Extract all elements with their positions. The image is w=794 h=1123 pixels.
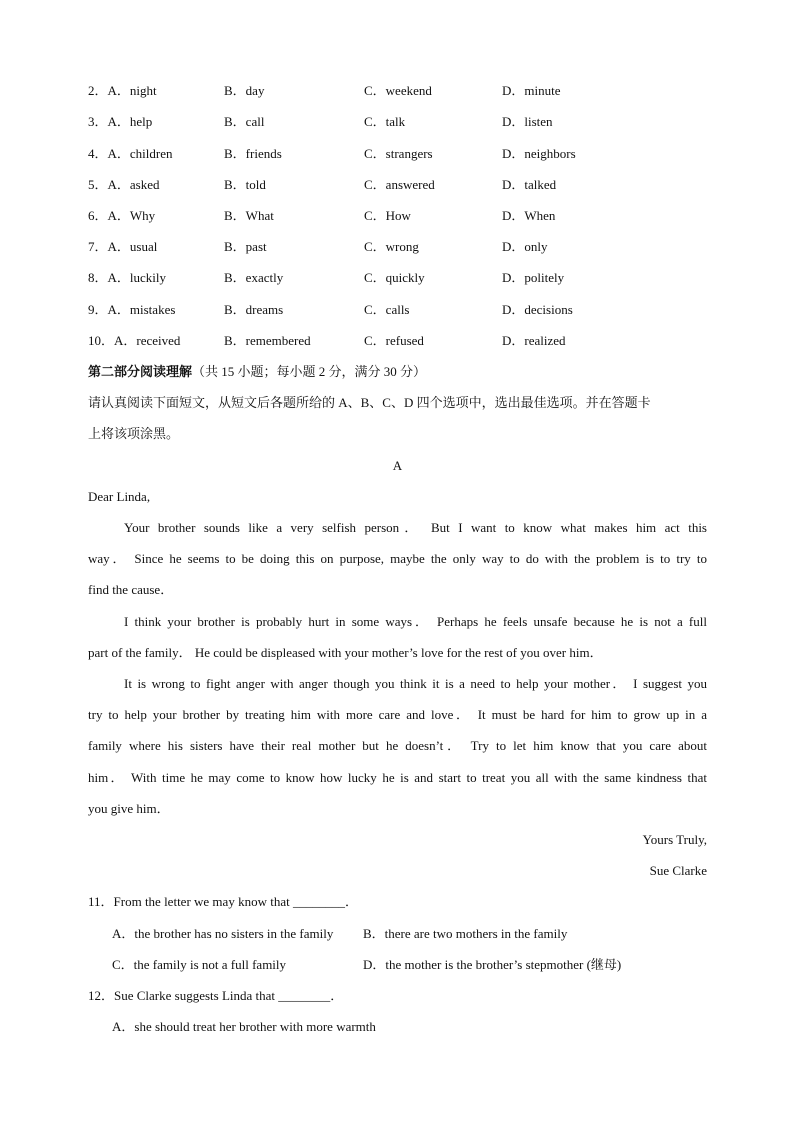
option-a-text: A．night [107,83,157,98]
option-a [88,331,180,351]
option-d: D．talked [502,177,557,192]
passage-label: A [392,458,403,473]
letter-salutation: Dear Linda, [88,489,151,504]
option-a [88,268,166,288]
option-d: D．listen [502,114,553,129]
option-c: C．refused [364,333,424,348]
section-instruction-line: 上将该项涂黑。 [88,426,180,441]
question-number: 4． [88,146,108,161]
question-number: 2． [88,83,108,98]
option-c: C．calls [364,302,410,317]
passage-line: way． Since he seems to be doing this on purpose, maybe the only way to do with the problem is to try to [88,551,707,566]
option-a-text: A．children [107,146,173,161]
option-b: B．call [224,114,265,129]
option-a [88,81,157,101]
option-a-text: A．mistakes [107,302,176,317]
option-c: C．quickly [364,270,425,285]
option-d: D．When [502,208,556,223]
passage-line: him． With time he may come to know how lucky he is and start to treat you all with the same kindness that [88,770,707,785]
question-number: 6． [88,208,108,223]
option-d: D．minute [502,83,561,98]
option-a [88,206,155,226]
option-d: D．politely [502,270,565,285]
option-a-text: A．usual [107,239,158,254]
question-stem: 11．From the letter we may know that ________． [88,894,358,909]
question-choice-d: D．the mother is the brother’s stepmother (继母) [363,957,622,972]
option-a [88,300,175,320]
letter-signature: Sue Clarke [649,863,707,878]
option-a-text: A．asked [107,177,160,192]
option-b: B．day [224,83,265,98]
option-a-text: A．help [107,114,153,129]
option-d: D．neighbors [502,146,576,161]
option-b: B．told [224,177,266,192]
passage-line: Your brother sounds like a very selfish person． But I want to know what makes him act this [124,520,707,535]
section-title-note: （共 15 小题；每小题 2 分，满分 30 分） [192,364,427,379]
option-c: C．wrong [364,239,419,254]
passage-line: find the cause． [88,582,174,597]
option-a-text: A．received [114,333,181,348]
passage-line: family where his sisters have their real mother but he doesn’t． Try to let him know that you care about [88,738,707,753]
option-b: B．past [224,239,267,254]
option-d: D．decisions [502,302,573,317]
option-a [88,237,157,257]
question-choice-b: B．there are two mothers in the family [363,926,568,941]
section-heading [88,362,426,382]
passage-line: It is wrong to fight anger with anger though you think it is a need to help your mother． I suggest you [124,676,707,691]
passage-line: part of the family． He could be displeased with your mother’s love for the rest of you over him． [88,645,603,660]
section-instruction-line: 请认真阅读下面短文，从短文后各题所给的 A、B、C、D 四个选项中，选出最佳选项。并在答题卡 [88,395,651,410]
question-number: 5． [88,177,108,192]
section-title: 第二部分阅读理解 [88,364,193,379]
option-b: B．What [224,208,274,223]
option-b: B．friends [224,146,282,161]
passage-line: try to help your brother by treating him with more care and love． It must be hard for him to grow up in a [88,707,707,722]
option-c: C．strangers [364,146,433,161]
option-d: D．only [502,239,548,254]
option-a [88,175,160,195]
option-c: C．How [364,208,411,223]
option-c: C．talk [364,114,406,129]
question-choice-a: A．she should treat her brother with more warmth [112,1019,376,1034]
question-number: 10． [88,333,115,348]
option-a [88,112,152,132]
question-number: 7． [88,239,108,254]
question-choice-a: A．the brother has no sisters in the family [112,926,334,941]
question-number: 9． [88,302,108,317]
passage-line: I think your brother is probably hurt in some ways． Perhaps he feels unsafe because he is not a full [124,614,707,629]
option-b: B．dreams [224,302,284,317]
option-a [88,144,173,164]
option-b: B．exactly [224,270,284,285]
question-stem: 12．Sue Clarke suggests Linda that ________． [88,988,344,1003]
option-a-text: A．Why [107,208,156,223]
option-d: D．realized [502,333,566,348]
question-choice-c: C．the family is not a full family [112,957,287,972]
option-a-text: A．luckily [107,270,167,285]
letter-closing: Yours Truly, [642,832,707,847]
option-c: C．weekend [364,83,432,98]
option-c: C．answered [364,177,435,192]
passage-line: you give him． [88,801,170,816]
question-number: 3． [88,114,108,129]
option-b: B．remembered [224,333,311,348]
question-number: 8． [88,270,108,285]
